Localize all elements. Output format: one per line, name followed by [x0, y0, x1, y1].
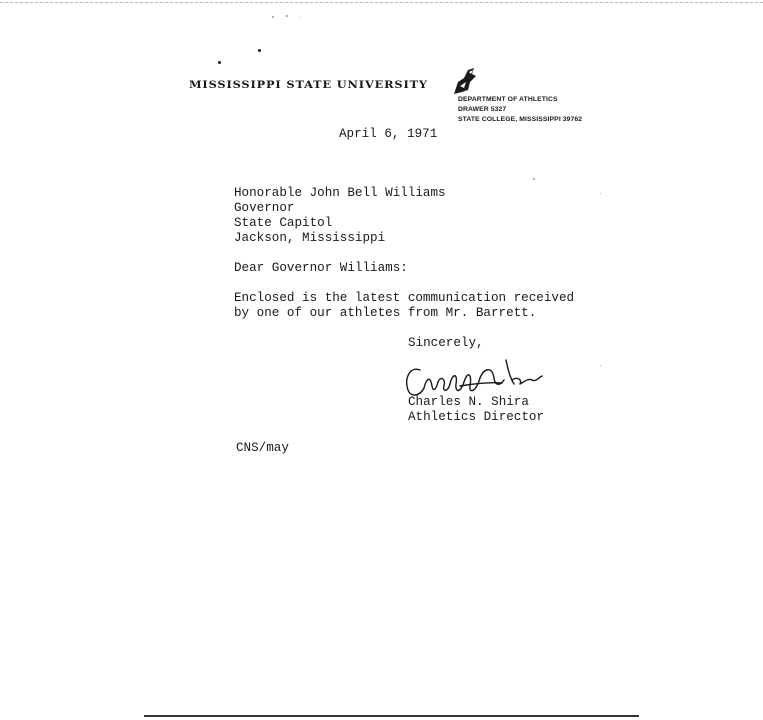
letterhead-drawer: DRAWER 5327	[458, 106, 507, 113]
recipient-city: Jackson, Mississippi	[234, 231, 386, 245]
letterhead-address: STATE COLLEGE, MISSISSIPPI 39762	[458, 116, 583, 123]
university-seal-logo	[452, 66, 478, 96]
scan-speck	[218, 61, 221, 64]
typist-initials: CNS/may	[236, 441, 289, 455]
page-bottom-rule	[144, 715, 639, 717]
scan-speck	[286, 15, 288, 17]
page-top-border	[0, 2, 763, 3]
letterhead-address-block	[458, 95, 582, 125]
signer-title: Athletics Director	[408, 410, 545, 424]
letter-date: April 6, 1971	[339, 127, 438, 141]
scan-speck	[600, 193, 601, 194]
scan-speck	[600, 365, 601, 366]
salutation: Dear Governor Williams:	[234, 261, 408, 275]
scan-speck	[533, 178, 535, 180]
scan-speck	[258, 49, 261, 52]
recipient-office: State Capitol	[234, 216, 333, 230]
letterhead-institution: MISSISSIPPI STATE UNIVERSITY	[189, 79, 428, 91]
recipient-title: Governor	[234, 201, 295, 215]
closing: Sincerely,	[408, 336, 484, 350]
body-line-2: by one of our athletes from Mr. Barrett.	[234, 306, 537, 320]
scan-speck	[272, 16, 274, 18]
signer-name: Charles N. Shira	[408, 395, 529, 409]
letterhead-department: DEPARTMENT OF ATHLETICS	[458, 96, 558, 103]
body-line-1: Enclosed is the latest communication received	[234, 291, 575, 305]
scan-speck	[300, 17, 301, 18]
recipient-name: Honorable John Bell Williams	[234, 186, 446, 200]
